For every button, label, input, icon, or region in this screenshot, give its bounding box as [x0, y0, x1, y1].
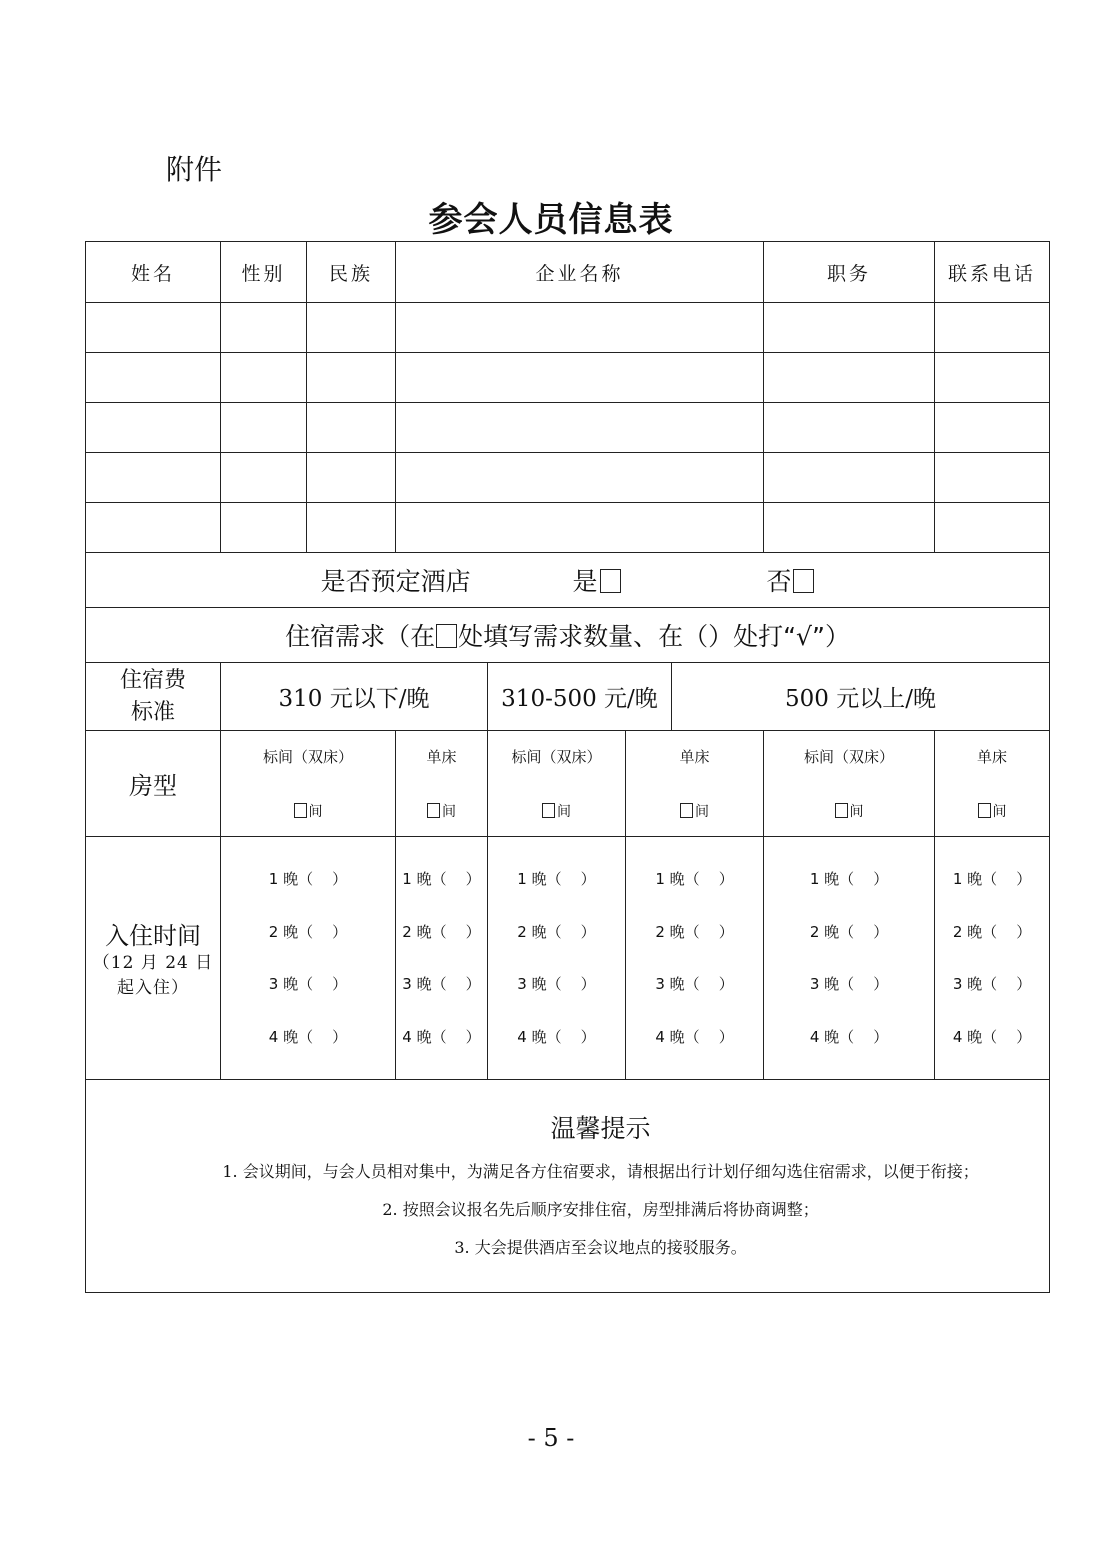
- checkin-sub-2: 起入住）: [117, 977, 189, 998]
- header-position: 职务: [764, 242, 935, 303]
- nights-cell: [488, 837, 626, 1080]
- room-unit: 间: [557, 804, 571, 820]
- lodging-req-text-after: 处填写需求数量、在（）处打“√”）: [458, 622, 850, 651]
- ethnicity-cell[interactable]: [307, 303, 396, 353]
- fee-standard-row: [86, 663, 1050, 731]
- room-type-row: [86, 731, 1050, 837]
- checkbox-icon: [436, 624, 457, 648]
- ethnicity-cell[interactable]: [307, 403, 396, 453]
- room-qty-box[interactable]: [427, 803, 440, 818]
- attachment-label: 附件: [166, 153, 223, 186]
- room-unit: 间: [695, 804, 710, 820]
- company-cell[interactable]: [396, 453, 764, 503]
- night-option[interactable]: 3 晚（ ）: [952, 975, 1032, 993]
- hotel-yes-checkbox[interactable]: [600, 569, 621, 593]
- phone-cell[interactable]: [935, 403, 1050, 453]
- position-cell[interactable]: [764, 503, 935, 553]
- night-option[interactable]: 2 晚（ ）: [809, 922, 889, 941]
- ethnicity-cell[interactable]: [307, 503, 396, 553]
- room-qty-box[interactable]: [680, 803, 693, 818]
- name-cell[interactable]: [86, 303, 221, 353]
- night-option[interactable]: 4 晚（ ）: [809, 1027, 889, 1046]
- header-name: 姓名: [86, 242, 221, 303]
- name-cell[interactable]: [86, 403, 221, 453]
- name-cell[interactable]: [86, 353, 221, 403]
- room-type-name: 单床: [679, 748, 710, 766]
- room-unit: 间: [992, 804, 1007, 820]
- tips-row: [86, 1080, 1050, 1293]
- table-row: [86, 453, 1050, 503]
- night-option[interactable]: 2 晚（ ）: [952, 922, 1032, 941]
- table-row: [86, 403, 1050, 453]
- room-type-cell: [396, 731, 488, 837]
- night-option[interactable]: 1 晚（ ）: [517, 870, 596, 888]
- gender-cell[interactable]: [221, 353, 307, 403]
- table-row: [86, 303, 1050, 353]
- night-option[interactable]: 4 晚（ ）: [268, 1027, 348, 1046]
- room-qty-box[interactable]: [542, 803, 555, 818]
- table-row: [86, 353, 1050, 403]
- tier-310-500: 310-500 元/晚: [488, 663, 672, 731]
- nights-cell: [935, 837, 1050, 1080]
- page-number: - 5 -: [527, 1424, 575, 1452]
- phone-cell[interactable]: [935, 503, 1050, 553]
- tips-cell: [86, 1080, 1050, 1293]
- company-cell[interactable]: [396, 503, 764, 553]
- night-option[interactable]: 4 晚（ ）: [952, 1027, 1032, 1046]
- position-cell[interactable]: [764, 303, 935, 353]
- name-cell[interactable]: [86, 453, 221, 503]
- room-type-cell: [488, 731, 626, 837]
- night-option[interactable]: 1 晚（ ）: [809, 870, 889, 888]
- room-type-cell: [764, 731, 935, 837]
- company-cell[interactable]: [396, 303, 764, 353]
- header-gender: 性别: [221, 242, 307, 303]
- ethnicity-cell[interactable]: [307, 353, 396, 403]
- room-type-name: 标间（双床）: [262, 748, 353, 766]
- table-row: [86, 503, 1050, 553]
- gender-cell[interactable]: [221, 503, 307, 553]
- nights-cell: [764, 837, 935, 1080]
- checkin-label: 入住时间: [105, 921, 201, 950]
- night-option[interactable]: 3 晚（ ）: [809, 975, 889, 993]
- room-unit: 间: [849, 804, 864, 820]
- phone-cell[interactable]: [935, 303, 1050, 353]
- night-option[interactable]: 2 晚（ ）: [268, 922, 348, 941]
- position-cell[interactable]: [764, 353, 935, 403]
- nights-cell: [221, 837, 396, 1080]
- room-type-name: 标间（双床）: [804, 748, 895, 766]
- gender-cell[interactable]: [221, 403, 307, 453]
- hotel-booking-cell: [86, 553, 1050, 608]
- lodging-requirement-row: [86, 608, 1050, 663]
- night-option[interactable]: 1 晚（ ）: [268, 870, 348, 888]
- night-option[interactable]: 3 晚（ ）: [268, 975, 348, 993]
- hotel-no-checkbox[interactable]: [793, 569, 814, 593]
- gender-cell[interactable]: [221, 453, 307, 503]
- phone-cell[interactable]: [935, 353, 1050, 403]
- night-option[interactable]: 2 晚（ ）: [517, 922, 596, 941]
- hotel-no-label: 否: [766, 567, 792, 596]
- tip-item: 2. 按照会议报名先后顺序安排住宿，房型排满后将协商调整；: [382, 1200, 819, 1219]
- attendee-form-table: [85, 241, 1050, 1293]
- position-cell[interactable]: [764, 453, 935, 503]
- room-qty-box[interactable]: [835, 803, 848, 818]
- hotel-booking-row: [86, 553, 1050, 608]
- room-unit: 间: [442, 804, 456, 820]
- night-option[interactable]: 3 晚（ ）: [402, 975, 481, 993]
- header-ethnicity: 民族: [307, 242, 396, 303]
- header-phone: 联系电话: [935, 242, 1050, 303]
- room-type-cell: [221, 731, 396, 837]
- night-option[interactable]: 3 晚（ ）: [517, 975, 596, 993]
- nights-cell: [396, 837, 488, 1080]
- checkin-time-row: [86, 837, 1050, 1080]
- night-option[interactable]: 4 晚（ ）: [655, 1027, 734, 1046]
- night-option[interactable]: 4 晚（ ）: [517, 1027, 596, 1046]
- gender-cell[interactable]: [221, 303, 307, 353]
- tier-under-310: 310 元以下/晚: [221, 663, 488, 731]
- room-unit: 间: [308, 804, 323, 820]
- fee-label-line2: 标准: [130, 699, 175, 725]
- tip-item: 3. 大会提供酒店至会议地点的接驳服务。: [454, 1238, 747, 1257]
- nights-cell: [626, 837, 764, 1080]
- tier-over-500: 500 元以上/晚: [672, 663, 1050, 731]
- company-cell[interactable]: [396, 403, 764, 453]
- phone-cell[interactable]: [935, 453, 1050, 503]
- night-option[interactable]: 1 晚（ ）: [402, 870, 481, 888]
- form-title: 参会人员信息表: [428, 200, 674, 240]
- name-cell[interactable]: [86, 503, 221, 553]
- night-option[interactable]: 1 晚（ ）: [655, 870, 734, 888]
- lodging-req-text-before: 住宿需求（在: [285, 622, 436, 651]
- company-cell[interactable]: [396, 353, 764, 403]
- hotel-booking-label: 是否预定酒店: [320, 567, 471, 596]
- position-cell[interactable]: [764, 403, 935, 453]
- header-company: 企业名称: [396, 242, 764, 303]
- night-option[interactable]: 3 晚（ ）: [655, 975, 734, 993]
- hotel-yes-label: 是: [572, 567, 598, 596]
- room-type-name: 单床: [977, 748, 1008, 766]
- tip-item: 1. 会议期间，与会人员相对集中，为满足各方住宿要求，请根据出行计划仔细勾选住宿需求，以便于衔接；: [222, 1162, 979, 1181]
- fee-label-line1: 住宿费: [119, 667, 186, 693]
- ethnicity-cell[interactable]: [307, 453, 396, 503]
- room-type-label: 房型: [86, 731, 221, 837]
- tips-title: 温馨提示: [550, 1114, 651, 1143]
- room-type-cell: [935, 731, 1050, 837]
- room-qty-box[interactable]: [294, 803, 307, 818]
- room-type-name: 单床: [426, 748, 457, 766]
- room-qty-box[interactable]: [978, 803, 991, 818]
- night-option[interactable]: 4 晚（ ）: [402, 1027, 481, 1046]
- night-option[interactable]: 2 晚（ ）: [402, 922, 481, 941]
- checkin-sub-1: （12 月 24 日: [92, 952, 214, 973]
- room-type-cell: [626, 731, 764, 837]
- fee-standard-label: [86, 663, 221, 731]
- header-row: [86, 242, 1050, 303]
- room-type-name: 标间（双床）: [511, 748, 602, 766]
- night-option[interactable]: 2 晚（ ）: [655, 922, 734, 941]
- night-option[interactable]: 1 晚（ ）: [952, 870, 1032, 888]
- lodging-requirement-cell: [86, 608, 1050, 663]
- checkin-label-cell: [86, 837, 221, 1080]
